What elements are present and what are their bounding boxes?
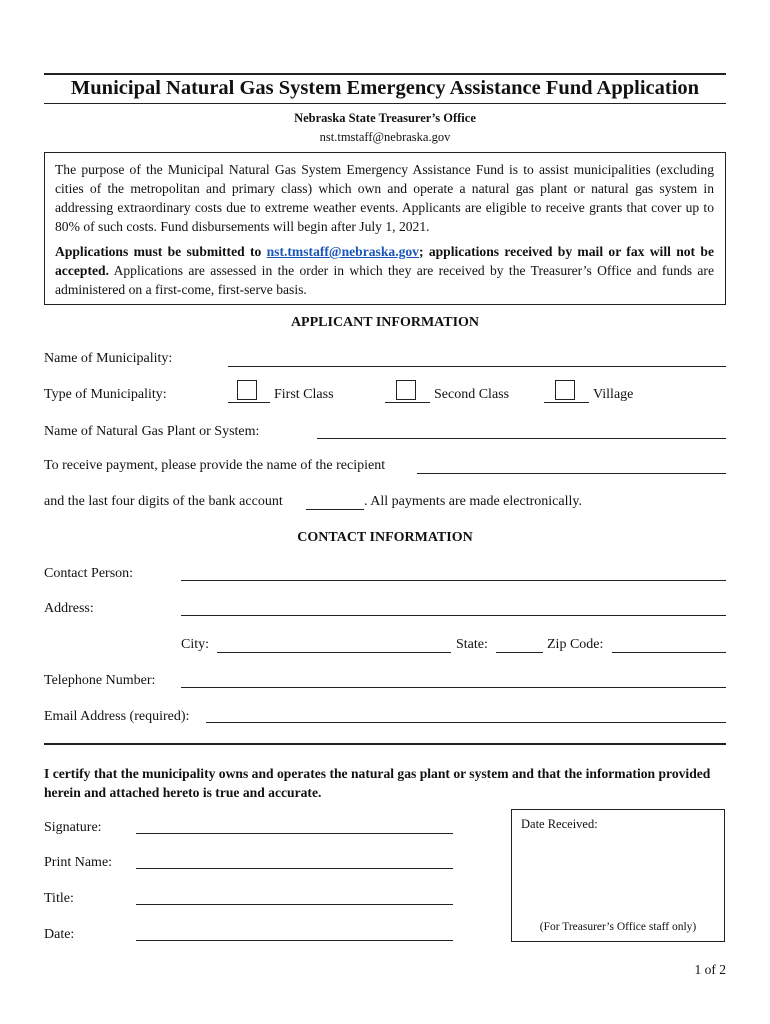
- village-blank: [544, 402, 589, 403]
- submit-suffix: ; applications received by mail or fax will not be accepted.: [55, 244, 714, 278]
- village-label: Village: [593, 387, 634, 402]
- signature-field[interactable]: [136, 833, 453, 834]
- purpose-paragraph: The purpose of the Municipal Natural Gas System Emergency Assistance Fund is to assist municipalities (excluding cities of the metropolitan and primary class) which own and operate a natural gas plant or natural gas system in addressing extraordinary costs due to extreme weather events. Applicants are eligible to receive grants that cover up to 80% of such costs. Fund disbursements will begin after July 1, 2021.: [55, 162, 714, 234]
- zip-field[interactable]: [612, 652, 726, 653]
- first-class-blank: [228, 402, 270, 403]
- title-field[interactable]: [136, 904, 453, 905]
- intro-box: [44, 152, 726, 305]
- title-rule: [44, 103, 726, 104]
- village-checkbox[interactable]: [555, 380, 575, 400]
- contact-heading: CONTACT INFORMATION: [297, 530, 473, 545]
- email-label: Email Address (required):: [44, 709, 190, 724]
- print-name-label: Print Name:: [44, 855, 113, 870]
- submission-paragraph: [55, 242, 714, 299]
- city-label: City:: [181, 637, 210, 652]
- print-name-field[interactable]: [136, 868, 453, 869]
- telephone-field[interactable]: [181, 687, 726, 688]
- submit-prefix: Applications must be submitted to: [55, 244, 267, 259]
- recipient-field[interactable]: [417, 473, 726, 474]
- type-label: Type of Municipality:: [44, 387, 167, 402]
- plant-field[interactable]: [317, 438, 726, 439]
- page-number: 1 of 2: [694, 962, 726, 977]
- state-label: State:: [456, 637, 488, 652]
- second-class-label: Second Class: [434, 387, 510, 402]
- contact-person-field[interactable]: [181, 580, 726, 581]
- state-field[interactable]: [496, 652, 543, 653]
- municipality-label: Name of Municipality:: [44, 351, 173, 366]
- bank-suffix: . All payments are made electronically.: [364, 494, 582, 509]
- bank-label: and the last four digits of the bank account: [44, 494, 283, 509]
- second-class-blank: [385, 402, 430, 403]
- applicant-heading: APPLICANT INFORMATION: [290, 315, 480, 330]
- email-field[interactable]: [206, 722, 726, 723]
- telephone-label: Telephone Number:: [44, 673, 156, 688]
- certification-text: I certify that the municipality owns and operates the natural gas plant or system and that the information provided herein and attached hereto is true and accurate.: [44, 766, 711, 800]
- signature-label: Signature:: [44, 820, 102, 835]
- second-class-checkbox[interactable]: [396, 380, 416, 400]
- title-label: Title:: [44, 891, 74, 906]
- contact-person-label: Contact Person:: [44, 566, 134, 581]
- address-field[interactable]: [181, 615, 726, 616]
- recipient-label: To receive payment, please provide the name of the recipient: [44, 458, 386, 473]
- first-class-checkbox[interactable]: [237, 380, 257, 400]
- office-email: nst.tmstaff@nebraska.gov: [319, 130, 451, 144]
- date-received-box: [511, 809, 725, 942]
- staff-only-note: (For Treasurer’s Office staff only): [539, 921, 697, 933]
- address-label: Address:: [44, 601, 94, 616]
- date-label: Date:: [44, 927, 75, 942]
- submit-email-link[interactable]: nst.tmstaff@nebraska.gov: [266, 244, 419, 259]
- plant-label: Name of Natural Gas Plant or System:: [44, 424, 260, 439]
- date-received-label: Date Received:: [521, 817, 598, 831]
- municipality-field[interactable]: [228, 366, 726, 367]
- bank-digits-field[interactable]: [306, 509, 364, 510]
- city-field[interactable]: [217, 652, 451, 653]
- first-class-label: First Class: [274, 387, 334, 402]
- form-title: Municipal Natural Gas System Emergency Assistance Fund Application: [70, 77, 700, 99]
- section-divider: [44, 743, 726, 745]
- submit-rest: Applications are assessed in the order in which they are received by the Treasurer’s Office and funds are administered on a first-come, first-serve basis.: [55, 263, 714, 297]
- date-field[interactable]: [136, 940, 453, 941]
- zip-label: Zip Code:: [547, 637, 604, 652]
- office-name: Nebraska State Treasurer’s Office: [294, 111, 476, 125]
- top-rule: [44, 73, 726, 75]
